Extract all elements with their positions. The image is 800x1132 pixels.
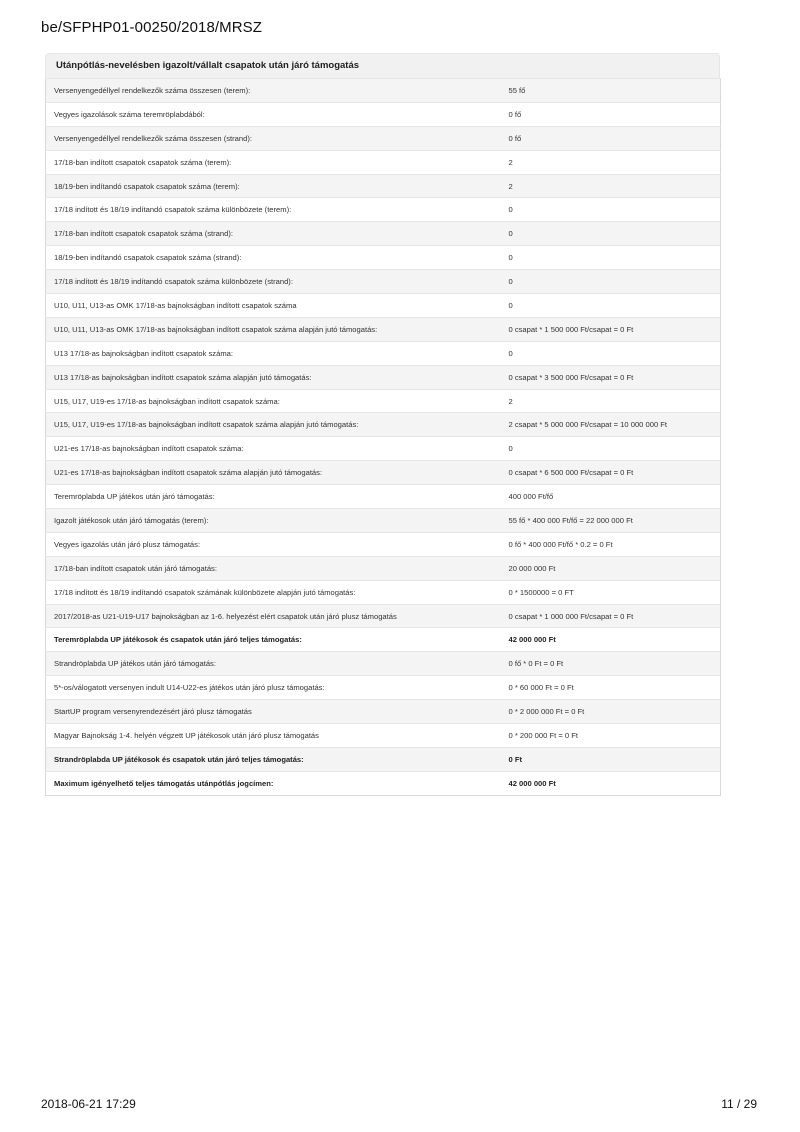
table-row bbox=[46, 341, 721, 365]
table-row bbox=[46, 389, 721, 413]
table-row bbox=[46, 294, 721, 318]
row-value: 20 000 000 Ft bbox=[501, 556, 721, 580]
row-label: Strandröplabda UP játékosok és csapatok után járó teljes támogatás: bbox=[46, 747, 501, 771]
row-value: 0 bbox=[501, 294, 721, 318]
row-value: 0 fő * 400 000 Ft/fő * 0.2 = 0 Ft bbox=[501, 532, 721, 556]
row-value: 0 fő bbox=[501, 126, 721, 150]
row-value: 42 000 000 Ft bbox=[501, 628, 721, 652]
row-label: Versenyengedéllyel rendelkezők száma összesen (strand): bbox=[46, 126, 501, 150]
support-table-body bbox=[46, 79, 721, 796]
table-row bbox=[46, 532, 721, 556]
page-number: 11 / 29 bbox=[721, 1097, 757, 1111]
print-datetime: 2018-06-21 17:29 bbox=[41, 1097, 136, 1111]
row-value: 0 Ft bbox=[501, 747, 721, 771]
table-row bbox=[46, 79, 721, 103]
row-value: 0 bbox=[501, 198, 721, 222]
row-value: 2 bbox=[501, 389, 721, 413]
support-section bbox=[45, 53, 720, 796]
row-value: 0 bbox=[501, 270, 721, 294]
row-value: 0 bbox=[501, 222, 721, 246]
table-row bbox=[46, 413, 721, 437]
row-value: 0 * 200 000 Ft = 0 Ft bbox=[501, 724, 721, 748]
row-label: U10, U11, U13-as OMK 17/18-as bajnokságban indított csapatok száma bbox=[46, 294, 501, 318]
row-value: 55 fő * 400 000 Ft/fő = 22 000 000 Ft bbox=[501, 509, 721, 533]
table-row bbox=[46, 437, 721, 461]
row-label: 2017/2018-as U21-U19-U17 bajnokságban az 1-6. helyezést elért csapatok után járó plusz támogatás bbox=[46, 604, 501, 628]
row-label: U13 17/18-as bajnokságban indított csapatok száma alapján jutó támogatás: bbox=[46, 365, 501, 389]
row-label: Vegyes igazolások száma teremröplabdából: bbox=[46, 102, 501, 126]
row-label: Strandröplabda UP játékos után járó támogatás: bbox=[46, 652, 501, 676]
support-table bbox=[45, 78, 721, 796]
row-value: 0 * 2 000 000 Ft = 0 Ft bbox=[501, 700, 721, 724]
table-row bbox=[46, 747, 721, 771]
row-label: Vegyes igazolás után járó plusz támogatás: bbox=[46, 532, 501, 556]
row-label: StartUP program versenyrendezésért járó plusz támogatás bbox=[46, 700, 501, 724]
table-row bbox=[46, 724, 721, 748]
row-label: Teremröplabda UP játékos után járó támogatás: bbox=[46, 485, 501, 509]
row-value: 0 fő bbox=[501, 102, 721, 126]
row-label: U15, U17, U19-es 17/18-as bajnokságban indított csapatok száma: bbox=[46, 389, 501, 413]
row-label: 17/18-ban indított csapatok után járó támogatás: bbox=[46, 556, 501, 580]
table-row bbox=[46, 604, 721, 628]
row-value: 55 fő bbox=[501, 79, 721, 103]
row-label: Igazolt játékosok után járó támogatás (terem): bbox=[46, 509, 501, 533]
row-value: 0 csapat * 3 500 000 Ft/csapat = 0 Ft bbox=[501, 365, 721, 389]
table-row bbox=[46, 150, 721, 174]
table-row bbox=[46, 676, 721, 700]
row-label: 17/18-ban indított csapatok csapatok száma (strand): bbox=[46, 222, 501, 246]
table-row bbox=[46, 509, 721, 533]
table-row bbox=[46, 126, 721, 150]
row-label: 5*-os/válogatott versenyen indult U14-U22-es játékos után járó plusz támogatás: bbox=[46, 676, 501, 700]
row-label: 17/18 indított és 18/19 indítandó csapatok számának különbözete alapján jutó támogatás: bbox=[46, 580, 501, 604]
row-value: 2 bbox=[501, 174, 721, 198]
table-row bbox=[46, 700, 721, 724]
row-value: 2 bbox=[501, 150, 721, 174]
row-value: 0 csapat * 6 500 000 Ft/csapat = 0 Ft bbox=[501, 461, 721, 485]
table-row bbox=[46, 580, 721, 604]
row-value: 0 fő * 0 Ft = 0 Ft bbox=[501, 652, 721, 676]
section-title: Utánpótlás-nevelésben igazolt/vállalt csapatok után járó támogatás bbox=[45, 53, 720, 78]
table-row bbox=[46, 222, 721, 246]
row-label: 18/19-ben indítandó csapatok csapatok száma (terem): bbox=[46, 174, 501, 198]
row-label: Teremröplabda UP játékosok és csapatok után járó teljes támogatás: bbox=[46, 628, 501, 652]
row-label: U21-es 17/18-as bajnokságban indított csapatok száma: bbox=[46, 437, 501, 461]
row-label: 17/18-ban indított csapatok csapatok száma (terem): bbox=[46, 150, 501, 174]
table-row bbox=[46, 102, 721, 126]
row-value: 0 csapat * 1 500 000 Ft/csapat = 0 Ft bbox=[501, 317, 721, 341]
table-row bbox=[46, 461, 721, 485]
table-row bbox=[46, 317, 721, 341]
row-value: 0 * 1500000 = 0 FT bbox=[501, 580, 721, 604]
row-value: 0 csapat * 1 000 000 Ft/csapat = 0 Ft bbox=[501, 604, 721, 628]
row-value: 42 000 000 Ft bbox=[501, 771, 721, 795]
table-row bbox=[46, 771, 721, 795]
row-label: U10, U11, U13-as OMK 17/18-as bajnokságban indított csapatok száma alapján jutó támogatás: bbox=[46, 317, 501, 341]
table-row bbox=[46, 556, 721, 580]
table-row bbox=[46, 198, 721, 222]
row-value: 400 000 Ft/fő bbox=[501, 485, 721, 509]
row-label: Magyar Bajnokság 1-4. helyén végzett UP játékosok után járó plusz támogatás bbox=[46, 724, 501, 748]
row-label: 17/18 indított és 18/19 indítandó csapatok száma különbözete (terem): bbox=[46, 198, 501, 222]
row-value: 0 bbox=[501, 341, 721, 365]
row-label: 17/18 indított és 18/19 indítandó csapatok száma különbözete (strand): bbox=[46, 270, 501, 294]
table-row bbox=[46, 652, 721, 676]
table-row bbox=[46, 485, 721, 509]
row-value: 0 bbox=[501, 246, 721, 270]
table-row bbox=[46, 270, 721, 294]
table-row bbox=[46, 365, 721, 389]
row-value: 0 bbox=[501, 437, 721, 461]
row-label: 18/19-ben indítandó csapatok csapatok száma (strand): bbox=[46, 246, 501, 270]
row-label: Maximum igényelhető teljes támogatás utánpótlás jogcímen: bbox=[46, 771, 501, 795]
row-label: U13 17/18-as bajnokságban indított csapatok száma: bbox=[46, 341, 501, 365]
table-row bbox=[46, 246, 721, 270]
row-label: U21-es 17/18-as bajnokságban indított csapatok száma alapján jutó támogatás: bbox=[46, 461, 501, 485]
table-row bbox=[46, 174, 721, 198]
row-label: U15, U17, U19-es 17/18-as bajnokságban indított csapatok száma alapján jutó támogatás: bbox=[46, 413, 501, 437]
table-row bbox=[46, 628, 721, 652]
row-value: 0 * 60 000 Ft = 0 Ft bbox=[501, 676, 721, 700]
row-label: Versenyengedéllyel rendelkezők száma összesen (terem): bbox=[46, 79, 501, 103]
document-id: be/SFPHP01-00250/2018/MRSZ bbox=[41, 19, 263, 36]
row-value: 2 csapat * 5 000 000 Ft/csapat = 10 000 000 Ft bbox=[501, 413, 721, 437]
